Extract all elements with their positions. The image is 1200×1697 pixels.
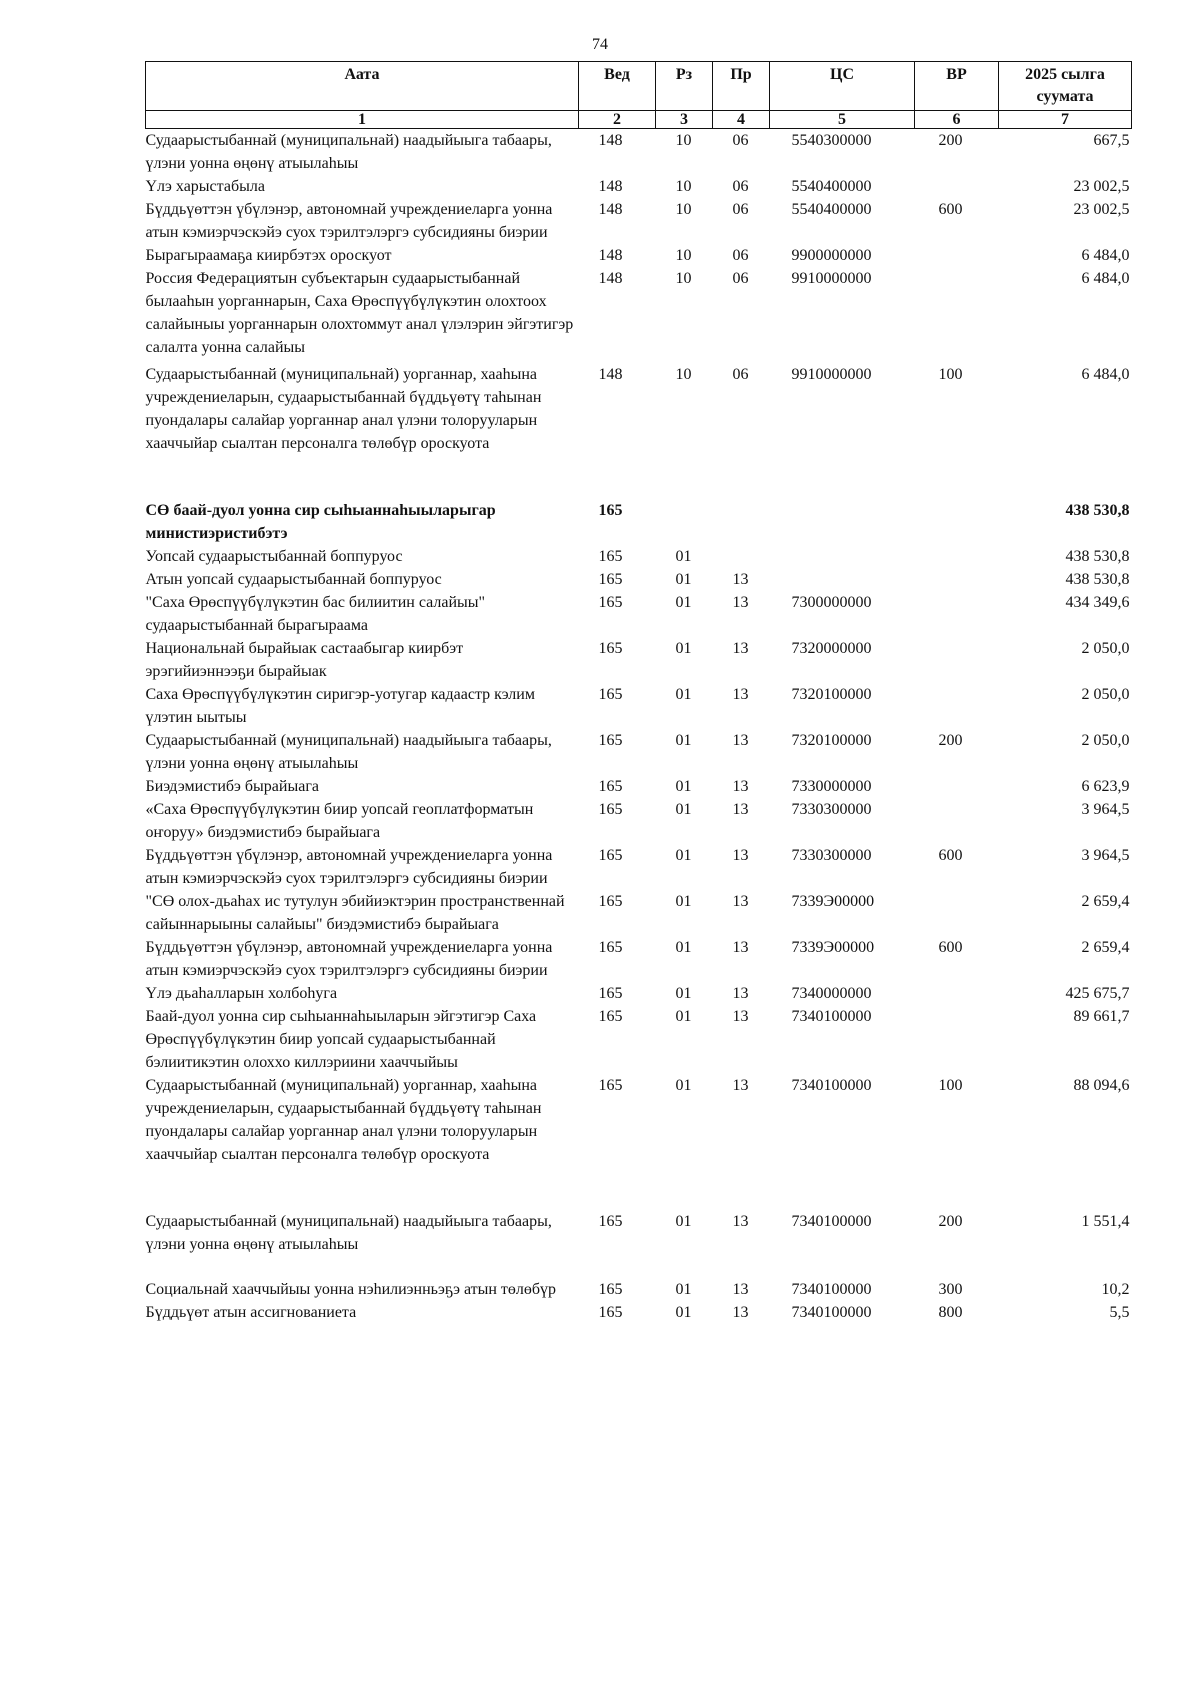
column-number: 6: [915, 111, 999, 129]
row-pr: 13: [732, 640, 749, 657]
row-vr: [915, 175, 999, 198]
row-rz: 01: [675, 847, 692, 864]
row-name: Социальнай хааччыйыы уонна нэһилиэнньэҕэ атын төлөбүр: [145, 1281, 557, 1298]
row-name: Судаарыстыбаннай (муниципальнай) уорганнар, хааһына учреждениеларын, судаарыстыбаннай бүддьүөтү таһынан пуондалары салайар уорганнар анал үлэни толорууларын хааччыйар сыалтан персоналга төлөбүр ороскуота: [145, 366, 542, 452]
row-pr: 13: [732, 571, 749, 588]
row-name: Бүддьүөт атын ассигнованиета: [145, 1304, 357, 1321]
row-sum: 89 661,7: [1073, 1008, 1130, 1025]
row-cs: [770, 499, 915, 545]
row-pr: 13: [732, 801, 749, 818]
row-ved: 165: [598, 1008, 623, 1025]
row-cs: 5540400000: [791, 178, 872, 195]
table-row: [146, 568, 1132, 591]
row-ved: 148: [598, 132, 623, 149]
row-sum: 5,5: [1109, 1304, 1130, 1321]
row-sum: 1 551,4: [1081, 1213, 1130, 1230]
row-ved: 165: [598, 801, 623, 818]
table-row: [146, 1005, 1132, 1074]
column-number: 7: [999, 111, 1132, 129]
table-row: [146, 982, 1132, 1005]
row-name: Саха Өрөспүүбүлүкэтин сиригэр-уотугар кадаастр кэлим үлэтин ыытыы: [145, 686, 535, 726]
row-ved: 165: [598, 778, 623, 795]
row-rz: 10: [675, 132, 692, 149]
table-row: [146, 637, 1132, 683]
row-name: Судаарыстыбаннай (муниципальнай) наадыйыыга табаары, үлэни уонна өңөнү атыылаһыы: [145, 732, 552, 772]
row-rz: 01: [675, 1008, 692, 1025]
row-pr: 06: [732, 270, 749, 287]
row-vr: 800: [938, 1304, 963, 1321]
row-sum: 2 659,4: [1081, 939, 1130, 956]
row-sum: 425 675,7: [1065, 985, 1130, 1002]
row-sum: 2 050,0: [1081, 732, 1130, 749]
row-vr: 600: [938, 939, 963, 956]
row-vr: 600: [938, 847, 963, 864]
table-row: [146, 129, 1132, 176]
row-cs: [770, 568, 915, 591]
row-ved: 148: [598, 366, 623, 383]
header-name: Аата: [146, 62, 579, 111]
row-sum: 3 964,5: [1081, 847, 1130, 864]
row-cs: 9900000000: [791, 247, 872, 264]
row-ved: 165: [598, 1304, 623, 1321]
row-pr: 13: [732, 1077, 749, 1094]
table-row: [146, 1301, 1132, 1324]
row-name: Россия Федерациятын субъектарын судаарыстыбаннай былааһын уорганнарын, Саха Өрөспүүбүлүкэтин олохтоох салайыныы уорганнарын олохтоммут анал үлэлэрин эйгэтигэр салалта уонна салайыы: [145, 270, 574, 356]
row-ved: 165: [598, 1077, 623, 1094]
row-vr: 200: [938, 1213, 963, 1230]
row-cs: 7340100000: [791, 1281, 872, 1298]
row-name: "Саха Өрөспүүбүлүкэтин бас билиитин салайыы" судаарыстыбаннай бырагыраама: [145, 594, 486, 634]
row-rz: 01: [675, 732, 692, 749]
row-rz: 01: [675, 640, 692, 657]
row-rz: 01: [675, 1281, 692, 1298]
row-sum: 6 623,9: [1081, 778, 1130, 795]
row-ved: 165: [598, 686, 623, 703]
row-ved: 148: [598, 270, 623, 287]
row-pr: 06: [732, 366, 749, 383]
header-ved: Вед: [579, 62, 656, 111]
row-name: Уопсай судаарыстыбаннай боппуруос: [145, 548, 403, 565]
row-pr: 13: [732, 939, 749, 956]
row-vr: 300: [938, 1281, 963, 1298]
table-row: [146, 363, 1132, 499]
budget-table: [145, 61, 1132, 1324]
row-pr: 13: [732, 594, 749, 611]
table-row: [146, 729, 1132, 775]
row-pr: 13: [732, 1008, 749, 1025]
row-vr: 100: [938, 1077, 963, 1094]
row-cs: 7330300000: [791, 847, 872, 864]
row-name: "СӨ олох-дьаһах ис тутулун эбийиэктэрин пространственнай сайыннарыыны салайыы" биэдэмистибэ бырайыага: [145, 893, 565, 933]
row-ved: 165: [598, 847, 623, 864]
row-ved: 165: [598, 571, 623, 588]
table-row: [146, 890, 1132, 936]
row-sum: 2 050,0: [1081, 686, 1130, 703]
row-rz: 01: [675, 571, 692, 588]
header-pr: Пр: [713, 62, 770, 111]
row-pr: 13: [732, 1281, 749, 1298]
table-row: [146, 545, 1132, 568]
table-row: [146, 175, 1132, 198]
column-number: 5: [770, 111, 915, 129]
row-vr: [915, 499, 999, 545]
row-cs: 7340100000: [791, 1213, 872, 1230]
row-vr: 200: [938, 132, 963, 149]
row-cs: 7339Э00000: [791, 939, 875, 956]
column-number: 4: [713, 111, 770, 129]
header-cs: ЦС: [770, 62, 915, 111]
column-number: 1: [146, 111, 579, 129]
table-row: [146, 683, 1132, 729]
row-rz: 01: [675, 939, 692, 956]
table-row: [146, 244, 1132, 267]
row-sum: 2 659,4: [1081, 893, 1130, 910]
row-vr: [915, 267, 999, 363]
row-rz: 01: [675, 548, 692, 565]
row-name: Баай-дуол уонна сир сыһыаннаһыыларын эйгэтигэр Саха Өрөспүүбүлүкэтин биир уопсай судаарыстыбаннай бэлиитикэтин олоххо киллэриини хааччыйыы: [145, 1008, 537, 1071]
table-row: [146, 267, 1132, 363]
column-number-row: [146, 111, 1132, 129]
row-sum: 6 484,0: [1081, 366, 1130, 383]
row-vr: 200: [938, 732, 963, 749]
table-row: [146, 844, 1132, 890]
row-sum: 23 002,5: [1073, 178, 1130, 195]
row-cs: 9910000000: [791, 366, 872, 383]
row-rz: 01: [675, 686, 692, 703]
table-body: [146, 129, 1132, 1325]
row-sum: 438 530,8: [1065, 548, 1130, 565]
row-vr: [915, 244, 999, 267]
row-pr: 06: [732, 201, 749, 218]
row-sum: 667,5: [1093, 132, 1130, 149]
row-pr: 06: [732, 247, 749, 264]
table-row: [146, 1278, 1132, 1301]
row-vr: [915, 637, 999, 683]
row-vr: [915, 568, 999, 591]
row-cs: 7340100000: [791, 1304, 872, 1321]
row-pr: 06: [732, 132, 749, 149]
row-cs: 7340000000: [791, 985, 872, 1002]
row-cs: 7320000000: [791, 640, 872, 657]
row-rz: 10: [675, 247, 692, 264]
row-name: Бүддьүөттэн үбүлэнэр, автономнай учреждениеларга уонна атын кэмиэрчэскэйэ суох тэрилтэлэргэ субсидияны биэрии: [145, 939, 553, 979]
row-name: Судаарыстыбаннай (муниципальнай) наадыйыыга табаары, үлэни уонна өңөнү атыылаһыы: [145, 132, 552, 172]
row-rz: 01: [675, 778, 692, 795]
table-row: [146, 1074, 1132, 1210]
header-vr: ВР: [915, 62, 999, 111]
row-cs: 7300000000: [791, 594, 872, 611]
row-rz: 01: [675, 801, 692, 818]
row-vr: [915, 545, 999, 568]
row-cs: 7320100000: [791, 732, 872, 749]
row-sum: 10,2: [1101, 1281, 1130, 1298]
row-vr: [915, 683, 999, 729]
table-row: [146, 198, 1132, 244]
row-pr: 13: [732, 985, 749, 1002]
column-number: 2: [579, 111, 656, 129]
row-rz: 10: [675, 366, 692, 383]
row-cs: 7339Э00000: [791, 893, 875, 910]
row-rz: [656, 499, 713, 545]
row-name: Биэдэмистибэ бырайыага: [145, 778, 319, 795]
row-vr: [915, 775, 999, 798]
row-ved: 165: [598, 893, 623, 910]
row-ved: 148: [598, 178, 623, 195]
row-ved: 165: [598, 502, 623, 519]
row-pr: [713, 499, 770, 545]
row-name: Үлэ харыстабыла: [145, 178, 265, 195]
row-pr: 13: [732, 1304, 749, 1321]
table-row: [146, 591, 1132, 637]
row-pr: 13: [732, 1213, 749, 1230]
row-sum: 2 050,0: [1081, 640, 1130, 657]
row-rz: 10: [675, 270, 692, 287]
row-name: СӨ баай-дуол уонна сир сыһыаннаһыыларыгар министиэристибэтэ: [145, 502, 496, 542]
row-cs: [770, 545, 915, 568]
row-rz: 01: [675, 985, 692, 1002]
row-pr: [713, 545, 770, 568]
row-vr: 600: [938, 201, 963, 218]
row-ved: 148: [598, 247, 623, 264]
row-name: Бүддьүөттэн үбүлэнэр, автономнай учреждениеларга уонна атын кэмиэрчэскэйэ суох тэрилтэлэргэ субсидияны биэрии: [145, 201, 553, 241]
row-sum: 23 002,5: [1073, 201, 1130, 218]
header-sum: 2025 сылга суумата: [999, 62, 1132, 111]
row-cs: 7340100000: [791, 1077, 872, 1094]
table-row: [146, 798, 1132, 844]
row-name: Бырагыраамаҕа киирбэтэх ороскуот: [145, 247, 392, 264]
table-header: [146, 62, 1132, 129]
row-ved: 165: [598, 640, 623, 657]
row-cs: 5540300000: [791, 132, 872, 149]
row-pr: 13: [732, 847, 749, 864]
row-name: Атын уопсай судаарыстыбаннай боппуруос: [145, 571, 442, 588]
row-cs: 9910000000: [791, 270, 872, 287]
row-vr: [915, 982, 999, 1005]
page-number: 74: [592, 36, 608, 53]
table-row-ministry: [146, 499, 1132, 545]
row-name: Судаарыстыбаннай (муниципальнай) наадыйыыга табаары, үлэни уонна өңөнү атыылаһыы: [145, 1213, 552, 1253]
row-name: Бүддьүөттэн үбүлэнэр, автономнай учреждениеларга уонна атын кэмиэрчэскэйэ суох тэрилтэлэргэ субсидияны биэрии: [145, 847, 553, 887]
row-ved: 165: [598, 939, 623, 956]
table-row: [146, 775, 1132, 798]
row-pr: 13: [732, 732, 749, 749]
row-vr: [915, 1005, 999, 1074]
row-sum: 3 964,5: [1081, 801, 1130, 818]
row-sum: 438 530,8: [1065, 571, 1130, 588]
table-row: [146, 1210, 1132, 1278]
row-cs: 7340100000: [791, 1008, 872, 1025]
row-ved: 165: [598, 732, 623, 749]
row-sum: 6 484,0: [1081, 270, 1130, 287]
row-sum: 438 530,8: [1065, 502, 1130, 519]
header-row: [146, 62, 1132, 111]
table-row: [146, 936, 1132, 982]
row-rz: 01: [675, 594, 692, 611]
row-rz: 10: [675, 201, 692, 218]
row-pr: 06: [732, 178, 749, 195]
row-sum: 88 094,6: [1073, 1077, 1130, 1094]
row-rz: 10: [675, 178, 692, 195]
header-rz: Рз: [656, 62, 713, 111]
row-name: Судаарыстыбаннай (муниципальнай) уорганнар, хааһына учреждениеларын, судаарыстыбаннай бүддьүөтү таһынан пуондалары салайар уорганнар анал үлэни толорууларын хааччыйар сыалтан персоналга төлөбүр ороскуота: [145, 1077, 542, 1163]
row-ved: 148: [598, 201, 623, 218]
row-cs: 7320100000: [791, 686, 872, 703]
row-vr: [915, 591, 999, 637]
row-rz: 01: [675, 1304, 692, 1321]
row-vr: 100: [938, 366, 963, 383]
row-name: Национальнай бырайыак састаабыгар киирбэт эрэгийиэннээҕи бырайыак: [145, 640, 464, 680]
row-ved: 165: [598, 548, 623, 565]
row-name: «Саха Өрөспүүбүлүкэтин биир уопсай геоплатформатын оҥоруу» биэдэмистибэ бырайыага: [145, 801, 534, 841]
row-vr: [915, 798, 999, 844]
row-ved: 165: [598, 1213, 623, 1230]
row-ved: 165: [598, 594, 623, 611]
row-pr: 13: [732, 893, 749, 910]
row-vr: [915, 890, 999, 936]
row-sum: 434 349,6: [1065, 594, 1130, 611]
row-sum: 6 484,0: [1081, 247, 1130, 264]
row-cs: 7330000000: [791, 778, 872, 795]
row-rz: 01: [675, 1077, 692, 1094]
row-name: Үлэ дьаһалларын холбоһуга: [145, 985, 338, 1002]
row-cs: 7330300000: [791, 801, 872, 818]
row-ved: 165: [598, 1281, 623, 1298]
row-rz: 01: [675, 893, 692, 910]
row-rz: 01: [675, 1213, 692, 1230]
row-ved: 165: [598, 985, 623, 1002]
row-pr: 13: [732, 778, 749, 795]
row-pr: 13: [732, 686, 749, 703]
row-cs: 5540400000: [791, 201, 872, 218]
column-number: 3: [656, 111, 713, 129]
